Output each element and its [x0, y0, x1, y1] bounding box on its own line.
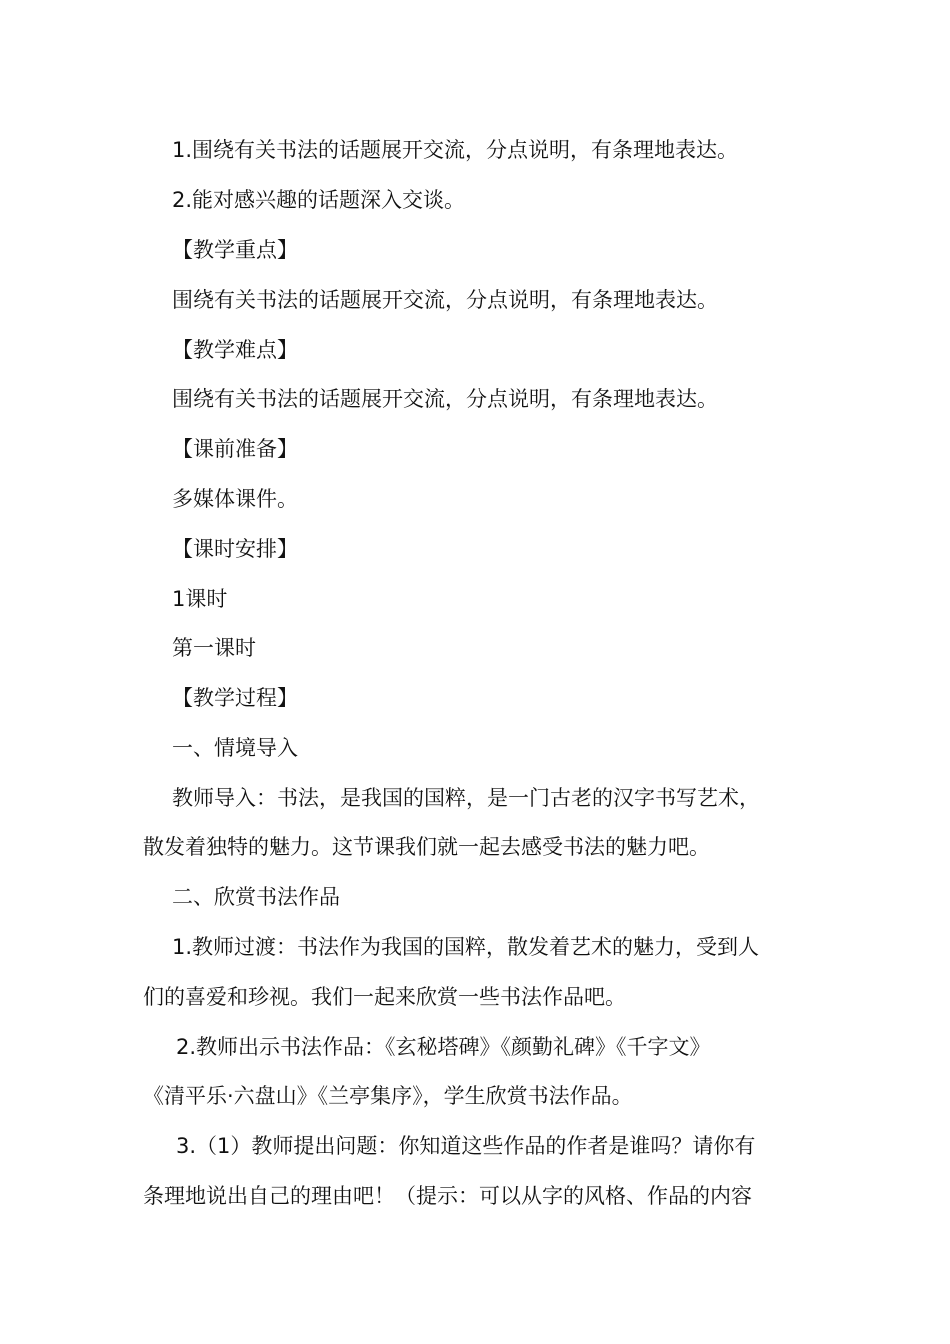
key-points-text: 围绕有关书法的话题展开交流，分点说明，有条理地表达。 — [172, 288, 718, 312]
step-3-line-2: 条理地说出自己的理由吧！（提示：可以从字的风格、作品的内容 — [143, 1184, 752, 1208]
heading-difficulties: 【教学难点】 — [172, 338, 298, 362]
section-intro: 一、情境导入 — [172, 736, 298, 760]
step-2-line-2: 《清平乐·六盘山》《兰亭集序》，学生欣赏书法作品。 — [143, 1084, 633, 1108]
heading-process: 【教学过程】 — [172, 686, 298, 710]
intro-text-line-1: 教师导入：书法，是我国的国粹，是一门古老的汉字书写艺术， — [172, 786, 760, 810]
lesson-title: 第一课时 — [172, 636, 256, 660]
step-1-line-1: 1.教师过渡：书法作为我国的国粹，散发着艺术的魅力，受到人 — [172, 935, 760, 959]
difficulties-text: 围绕有关书法的话题展开交流，分点说明，有条理地表达。 — [172, 387, 718, 411]
schedule-text: 1课时 — [172, 587, 228, 611]
intro-text-line-2: 散发着独特的魅力。这节课我们就一起去感受书法的魅力吧。 — [143, 835, 710, 859]
preparation-text: 多媒体课件。 — [172, 487, 298, 511]
objective-1: 1.围绕有关书法的话题展开交流，分点说明，有条理地表达。 — [172, 138, 739, 162]
heading-preparation: 【课前准备】 — [172, 437, 298, 461]
section-appreciation: 二、欣赏书法作品 — [172, 885, 340, 909]
heading-schedule: 【课时安排】 — [172, 537, 298, 561]
step-1-line-2: 们的喜爱和珍视。我们一起来欣赏一些书法作品吧。 — [143, 985, 626, 1009]
step-3-line-1: 3.（1）教师提出问题：你知道这些作品的作者是谁吗？请你有 — [176, 1134, 756, 1158]
objective-2: 2.能对感兴趣的话题深入交谈。 — [172, 188, 466, 212]
heading-key-points: 【教学重点】 — [172, 238, 298, 262]
step-2-line-1: 2.教师出示书法作品：《玄秘塔碑》《颜勤礼碑》《千字文》 — [176, 1035, 711, 1059]
